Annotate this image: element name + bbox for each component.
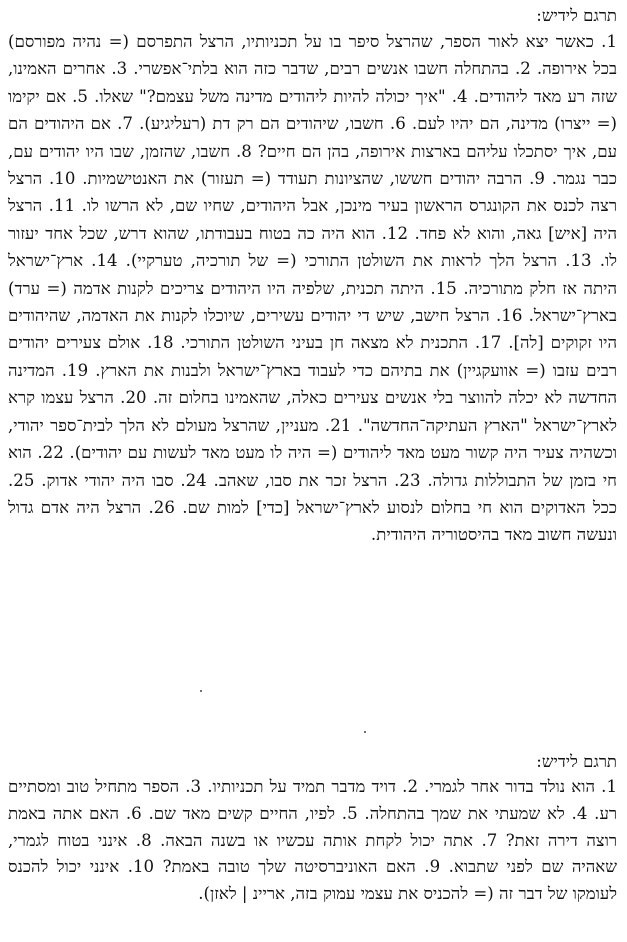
- scan-speck: [364, 731, 366, 733]
- exercise-section-2: [8, 750, 617, 908]
- exercise-section-1: [8, 4, 617, 549]
- section-heading: תרגם לידיש:: [536, 752, 617, 771]
- section-body-text: 1. כאשר יצא לאור הספר, שהרצל סיפר בו על תכניותיו, הרצל התפרסם (= נהיה מפורסם) בכל אירופה. 2. בהתחלה חשבו אנשים רבים, שדבר כזה הוא בלתי־אפשרי. 3. אחרים האמינו, שזה רע מאד ליהודים. 4. "איך יכולה להיות ליהודים מדינה משל עצמם?" שאלו. 5. אם יקימו (= ייצרו) מדינה, הם יהיו לעם. 6. חשבו, שיהודים הם רק דת (רעליגיע). 7. אם היהודים הם עם, איך יסתכלו עליהם בארצות אירופה, בהן הם חיים? 8. חשבו, שהזמן, שבו היו יהודים עם, כבר נגמר. 9. הרבה יהודים חששו, שהציונות תעודד (= תעזור) את האנטישמיות. 10. הרצל רצה לכנס את הקונגרס הראשון בעיר מינכן, אבל היהודים, שחיו שם, לא הרשו לו. 11. הרצל היה [איש] גאה, והוא לא פחד. 12. הוא היה כה בטוח בעבודתו, שהוא דרש, שכל אחד יעזור לו. 13. הרצל הלך לראות את השולטן התורכי (= של תורכיה, טערקיי). 14. ארץ־ישראל היתה אז חלק מתורכיה. 15. היתה תכנית, שלפיה היו היהודים צריכים לקנות אדמה (= ערד) בארץ־ישראל. 16. הרצל חישב, שיש די יהודים עשירים, שיוכלו לקנות את האדמה, שהיהודים היו זקוקים [לה]. 17. התכנית לא מצאה חן בעיני השולטן התורכי. 18. אולם צעירים יהודים רבים עזבו (= אוועקגיין) את בתיהם כדי לעבוד בארץ־ישראל ולבנות את הארץ. 19. המדינה החדשה לא יכלה להווצר בלי אנשים צעירים כאלה, שהאמינו בחלום זה. 20. הרצל עצמו קרא לארץ־ישראל "הארץ העתיקה־החדשה". 21. מעניין, שהרצל מעולם לא הלך לבית־ספר יהודי, וכשהיה צעיר היה קשור מעט מאד ליהודים (= היה לו מעט מאד לעשות עם יהודים). 22. הוא חי בזמן של התבוללות גדולה. 23. הרצל זכר את סבו, שאהב. 24. סבו היה יהודי אדוק. 25. ככל האדוקים הוא חי בחלום לנסוע לארץ־ישראל [כדי] למות שם. 26. הרצל היה אדם גדול ונעשה חשוב מאד בהיסטוריה היהודית.: [8, 32, 618, 545]
- section-heading: תרגם לידיש:: [536, 6, 617, 25]
- section-body-text: 1. הוא נולד בדור אחר לגמרי. 2. דויד מדבר תמיד על תכניותיו. 3. הספר מתחיל טוב ומסתיים רע. 4. לא שמעתי את שמך בהתחלה. 5. לפיו, החיים קשים מאד שם. 6. האם אתה באמת רוצה דירה זאת? 7. אתה יכול לקחת אותה עכשיו או בשנה הבאה. 8. אינני בטוח לגמרי, שאהיה שם לפני שתבוא. 9. האם האוניברסיטה שלך טובה באמת? 10. אינני יכול להכנס לעומקו של דבר זה (= להכניס את עצמי עמוק בזה, אריינ | לאזן).: [8, 777, 618, 904]
- scan-speck: [200, 690, 202, 692]
